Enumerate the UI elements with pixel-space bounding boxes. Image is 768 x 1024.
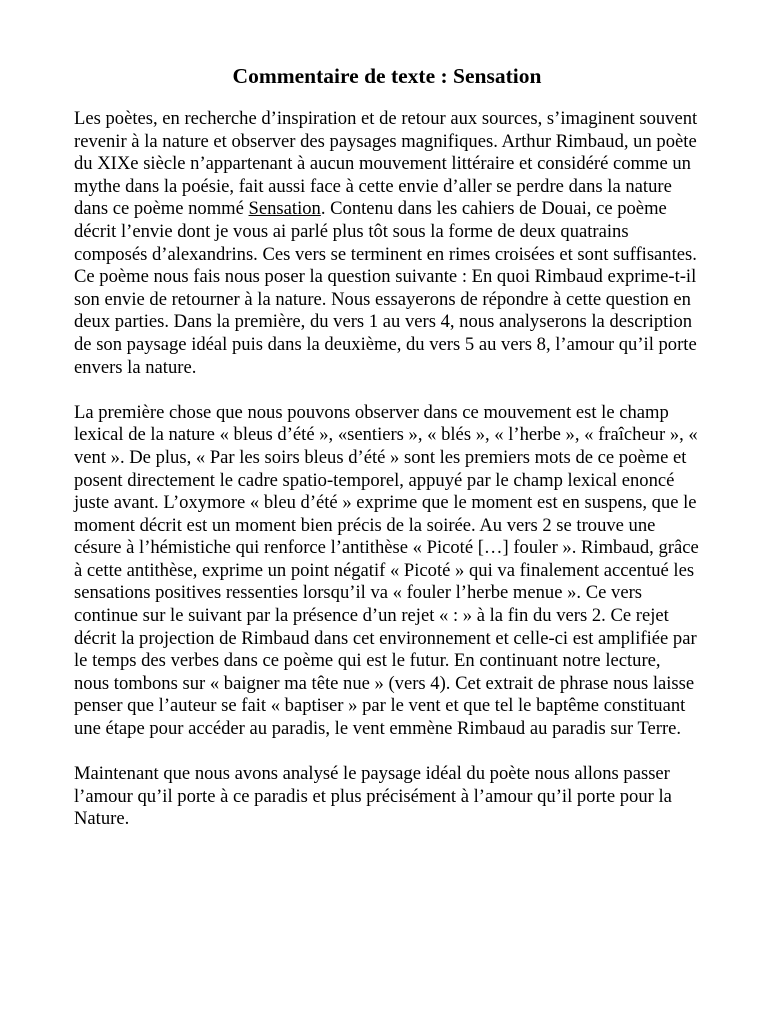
paragraph-introduction-text-end: . Contenu dans les cahiers de Douai, ce poème décrit l’envie dont je vous ai parlé plus tôt sous la forme de deux quatrains composés d’alexandrins. Ces vers se terminent en rimes croisées et sont suffisantes. Ce poème nous fais nous poser la question suivante : En quoi Rimbaud exprime-t-il son envie de retourner à la nature. Nous essayerons de répondre à cette question en deux parties. Dans la première, du vers 1 au vers 4, nous analyserons la description de son paysage idéal puis dans la deuxième, du vers 5 au vers 8, l’amour qu’il porte envers la nature. bbox=[74, 198, 697, 378]
paragraph-transition: Maintenant que nous avons analysé le paysage idéal du poète nous allons passer l’amour qu’il porte à ce paradis et plus précisément à l’amour qu’il porte pour la Nature. bbox=[74, 763, 672, 830]
document-page bbox=[74, 62, 700, 854]
paragraph-introduction bbox=[74, 108, 700, 379]
poem-title-underlined: Sensation bbox=[248, 198, 321, 220]
document-title: Commentaire de texte : Sensation bbox=[232, 64, 542, 88]
paragraph-introduction-text-start: Les poètes, en recherche d’inspiration et de retour aux sources, s’imaginent souvent revenir à la nature et observer des paysages magnifiques. Arthur Rimbaud, un poète du XIXe siècle n’appartenant à aucun mouvement littéraire et considéré comme un mythe dans la poésie, fait aussi face à cette envie d’aller se perdre dans la nature dans ce poème nommé bbox=[74, 108, 698, 220]
paragraph-analysis: La première chose que nous pouvons observer dans ce mouvement est le champ lexical de la nature « bleus d’été », «sentiers », « blés », « l’herbe », « fraîcheur », « vent ». De plus, « Par les soirs bleus d’été » sont les premiers mots de ce poème et posent directement le cadre spatio-temporel, appuyé par le champ lexical enoncé juste avant. L’oxymore « bleu d’été » exprime que le moment est en suspens, que le moment décrit est un moment bien précis de la soirée. Au vers 2 se trouve une césure à l’hémistiche qui renforce l’antithèse « Picoté […] fouler ». Rimbaud, grâce à cette antithèse, exprime un point négatif « Picoté » qui va finalement accentué les sensations positives ressenties lorsqu’il va « fouler l’herbe menue ». Ce vers continue sur le suivant par la présence d’un rejet « : » à la fin du vers 2. Ce rejet décrit la projection de Rimbaud dans cet environnement et celle-ci est amplifiée par le temps des verbes dans ce poème qui est le futur. En continuant notre lecture, nous tombons sur « baigner ma tête nue » (vers 4). Cet extrait de phrase nous laisse penser que l’auteur se fait « baptiser » par le vent et que tel le baptême constituant une étape pour accéder au paradis, le vent emmène Rimbaud au paradis sur Terre. bbox=[74, 401, 699, 740]
